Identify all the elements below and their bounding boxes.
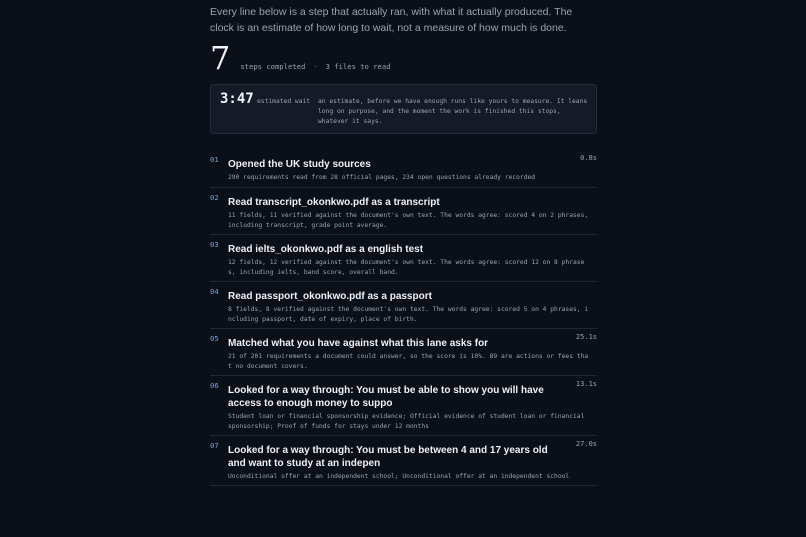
step-description: Student loan or financial sponsorship evidence; Official evidence of student loan or financial sponsorship; Proof of funds for stays under 12 months bbox=[228, 413, 585, 430]
step-body bbox=[228, 444, 589, 482]
step-body bbox=[228, 337, 589, 372]
step-item bbox=[210, 154, 597, 188]
steps-count: 7 bbox=[210, 39, 231, 77]
step-title: Read passport_okonkwo.pdf as a passport bbox=[228, 291, 432, 302]
steps-label: steps completed bbox=[240, 62, 306, 71]
step-number: 06 bbox=[210, 381, 219, 390]
step-number: 05 bbox=[210, 334, 219, 343]
stats-separator: · bbox=[313, 62, 318, 71]
step-description: 21 of 201 requirements a document could answer, so the score is 10%. 89 are actions or fees that no document covers. bbox=[228, 353, 589, 370]
step-duration: 27.0s bbox=[575, 440, 597, 448]
stats-row bbox=[210, 40, 597, 76]
files-label: 3 files to read bbox=[325, 62, 391, 71]
step-title: Looked for a way through: You must be able to show you will have access to enough money to suppo bbox=[228, 385, 544, 409]
step-duration: 13.1s bbox=[575, 380, 597, 388]
step-title: Looked for a way through: You must be between 4 and 17 years old and want to study at an indepen bbox=[228, 445, 548, 469]
step-number: 07 bbox=[210, 441, 219, 450]
step-title: Matched what you have against what this lane asks for bbox=[228, 338, 489, 349]
step-item bbox=[210, 192, 597, 235]
step-item bbox=[210, 333, 597, 376]
step-number: 04 bbox=[210, 287, 219, 296]
step-description: 8 fields, 8 verified against the document's own text. The words agree: scored 5 on 4 phrases, including passport, date of expiry, place of birth. bbox=[228, 306, 589, 323]
step-body bbox=[228, 196, 589, 231]
step-item bbox=[210, 239, 597, 282]
wait-card bbox=[210, 84, 597, 134]
step-description: 11 fields, 11 verified against the document's own text. The words agree: scored 4 on 2 phrases, including transcript, grade point average. bbox=[228, 212, 589, 229]
step-number: 03 bbox=[210, 240, 219, 249]
intro-text: Every line below is a step that actually ran, with what it actually produced. The clock is an estimate of how long to wait, not a measure of how much is done. bbox=[210, 6, 573, 34]
wait-time: 3:47 bbox=[220, 91, 254, 107]
step-duration: 0.8s bbox=[580, 154, 597, 162]
wait-label: estimated wait bbox=[257, 98, 311, 105]
step-number: 01 bbox=[210, 155, 219, 164]
step-number: 02 bbox=[210, 193, 219, 202]
step-description: 12 fields, 12 verified against the document's own text. The words agree: scored 12 on 8 phrases, including ielts, band score, overall band. bbox=[228, 259, 585, 276]
step-duration: 25.1s bbox=[575, 333, 597, 341]
step-item bbox=[210, 286, 597, 329]
step-body bbox=[228, 384, 589, 432]
step-item bbox=[210, 380, 597, 436]
step-body bbox=[228, 290, 589, 325]
wait-note: an estimate, before we have enough runs like yours to measure. It leans long on purpose, and the moment the work is finished this stops, whatever it says. bbox=[318, 98, 588, 125]
progress-panel bbox=[210, 0, 597, 502]
step-title: Opened the UK study sources bbox=[228, 159, 371, 170]
step-body bbox=[228, 158, 589, 183]
step-title: Read transcript_okonkwo.pdf as a transcript bbox=[228, 197, 440, 208]
step-description: 290 requirements read from 28 official pages, 234 open questions already recorded bbox=[228, 174, 536, 181]
step-title: Read ielts_okonkwo.pdf as a english test bbox=[228, 244, 424, 255]
steps-list bbox=[210, 154, 597, 486]
step-description: Unconditional offer at an independent school; Unconditional offer at an independent school bbox=[228, 473, 570, 480]
step-body bbox=[228, 243, 589, 278]
step-item bbox=[210, 440, 597, 486]
